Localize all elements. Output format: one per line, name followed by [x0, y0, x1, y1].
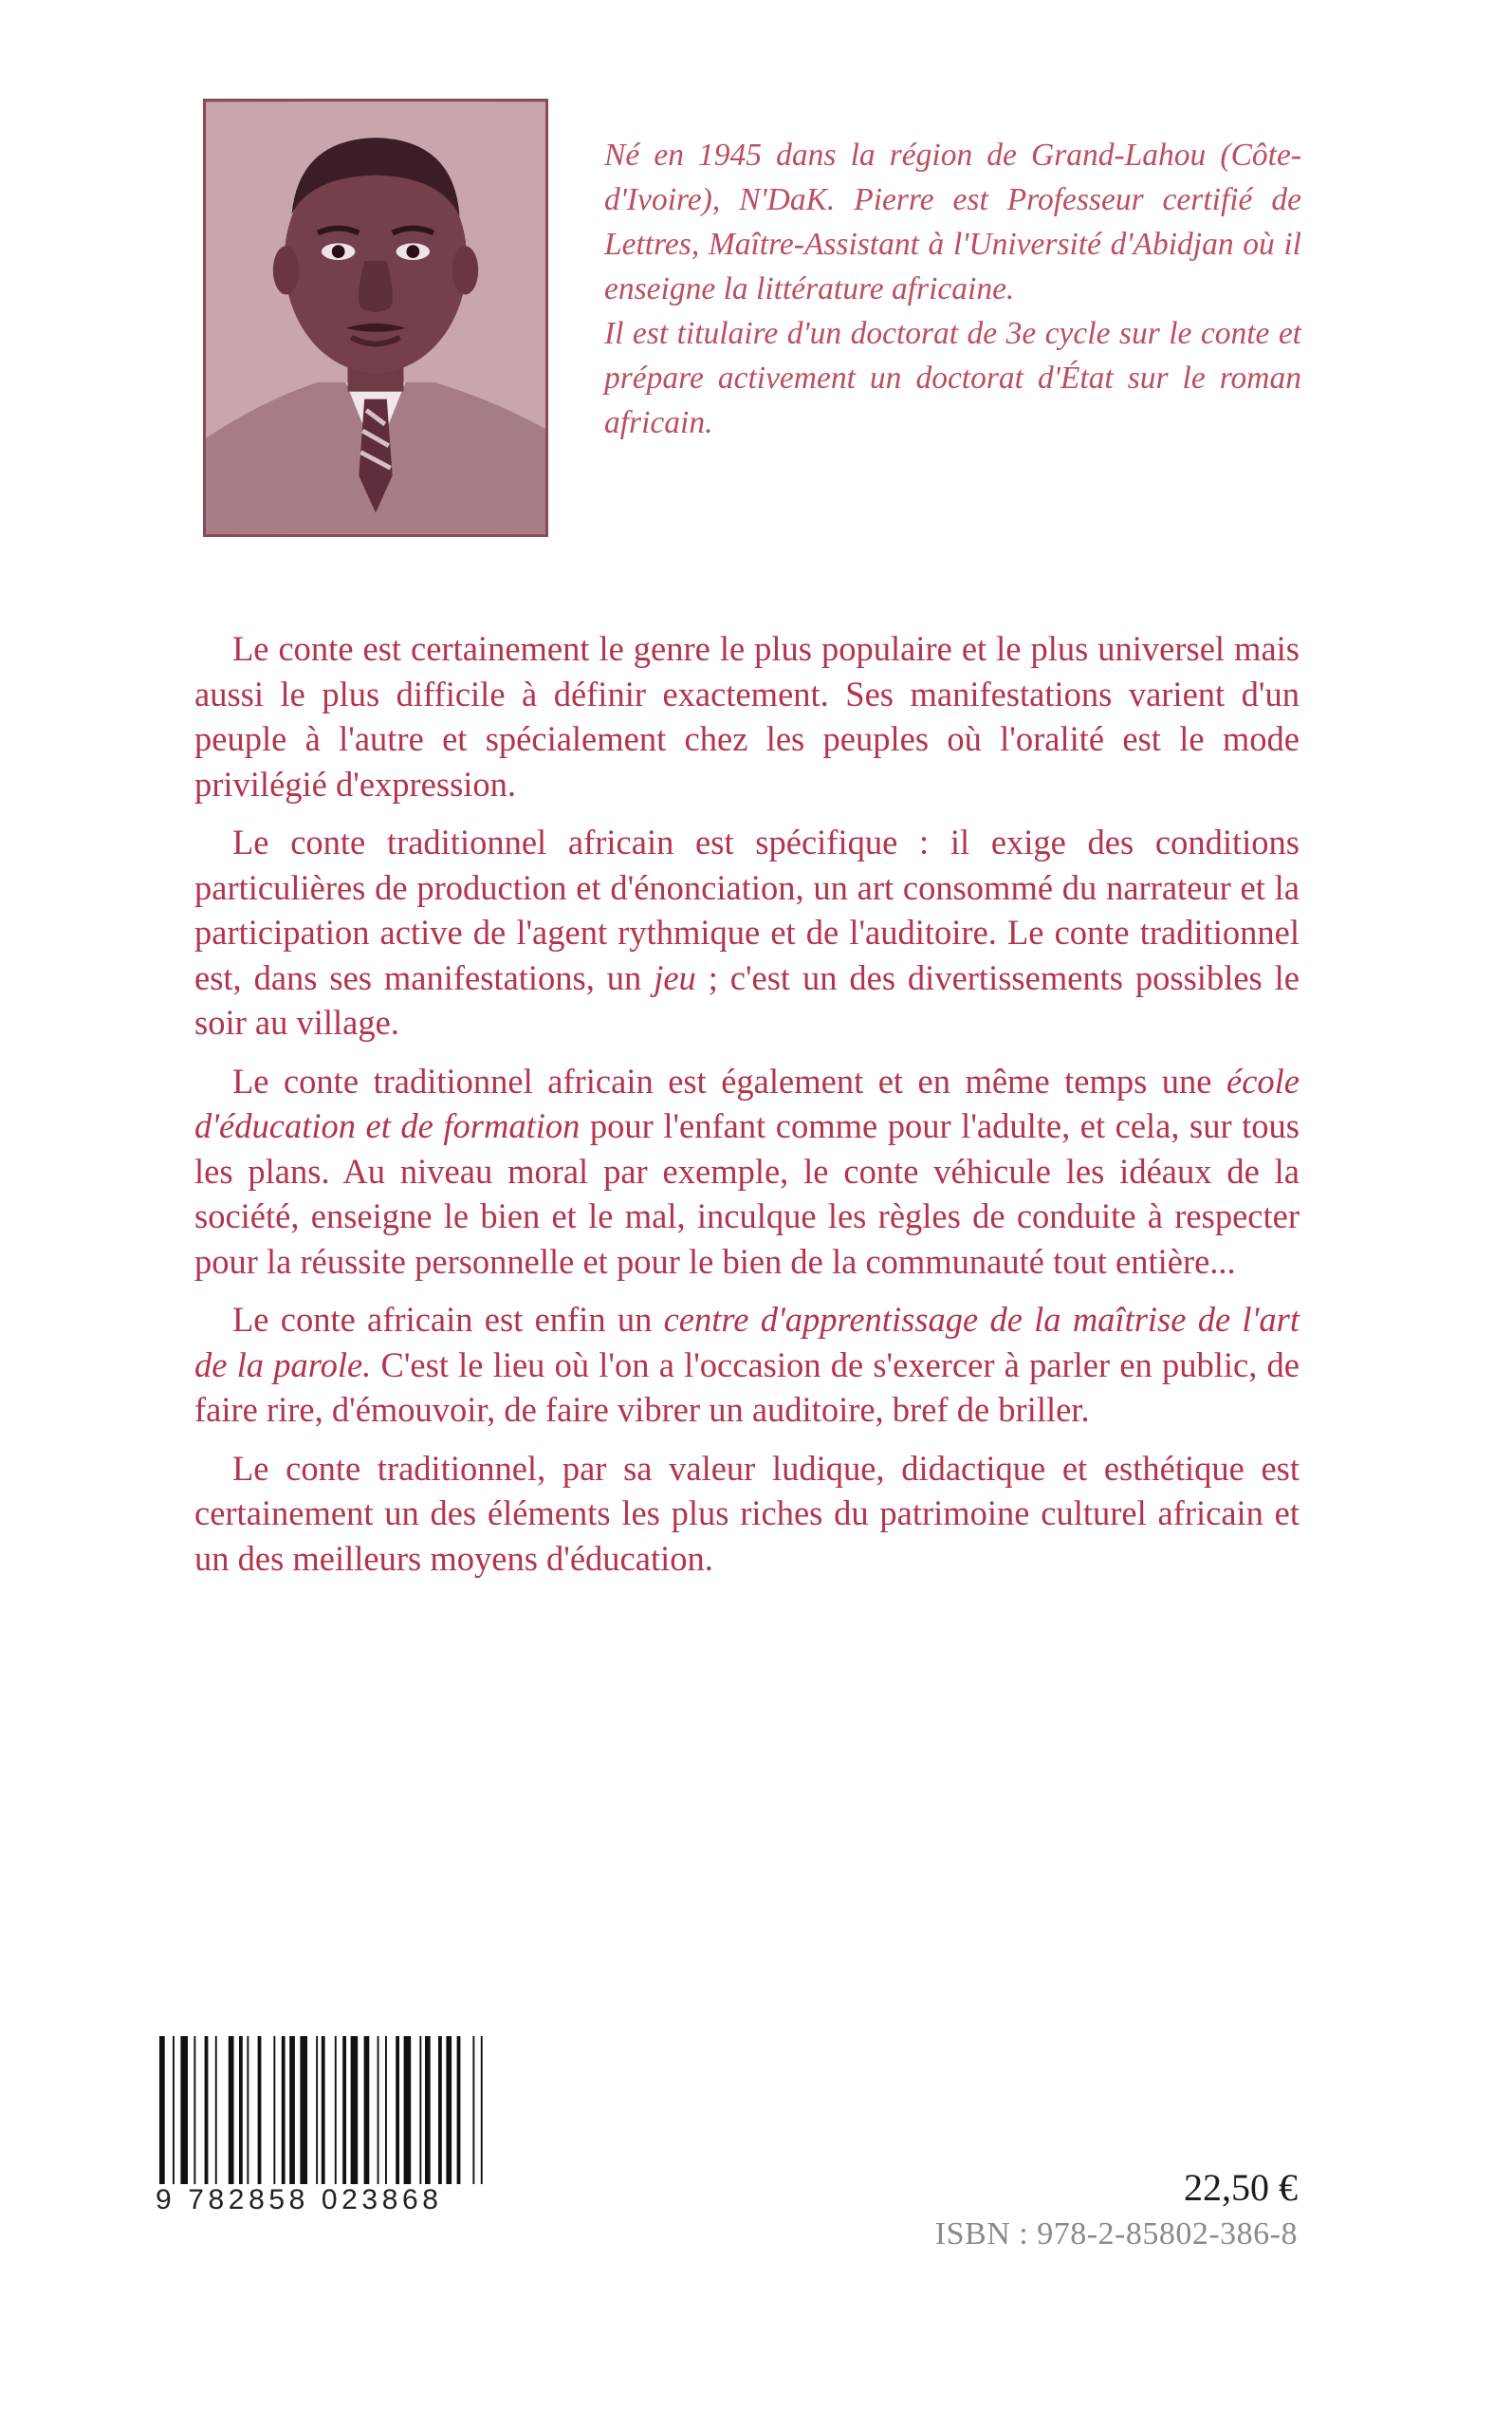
barcode-bar	[239, 2036, 243, 2188]
barcode-bar	[205, 2036, 209, 2188]
author-bio	[604, 133, 1301, 445]
barcode-bar	[316, 2036, 318, 2188]
body-paragraph-3: Le conte traditionnel africain est également et en même temps une école d'éducation et de formation pour l'enfant comme pour l'adulte, et cela, sur tous les plans. Au niveau moral par exemple, le conte véhicule les idéaux de la société, enseigne le bien et le mal, inculque les règles de conduite à respecter pour la réussite personnelle et pour le bien de la communauté tout entière...	[194, 1061, 1300, 1281]
body-paragraph-1: Le conte est certainement le genre le plus populaire et le plus universel mais aussi le plus difficile à définir exactement. Ses manifestations varient d'un peuple à l'autre et spécialement chez les peuples où l'oralité est le mode privilégié d'expression.	[194, 629, 1300, 804]
barcode-bar	[396, 2036, 399, 2188]
barcode-bar	[378, 2036, 379, 2188]
barcode-bar	[173, 2036, 175, 2188]
barcode-bar	[419, 2036, 421, 2188]
barcode-bar	[404, 2036, 412, 2188]
author-bio-paragraph-2: Il est titulaire d'un doctorat de 3e cycle sur le conte et prépare activement un doctorat d'État sur le roman africain.	[604, 316, 1301, 440]
barcode-bar	[258, 2036, 262, 2188]
barcode-bar	[481, 2036, 483, 2188]
barcode-bars	[156, 2036, 516, 2188]
barcode-bar	[247, 2036, 249, 2188]
barcode-bar	[322, 2036, 325, 2188]
isbn: ISBN : 978-2-85802-386-8	[934, 2216, 1298, 2251]
barcode-bar	[300, 2036, 307, 2188]
barcode-bar	[438, 2036, 442, 2188]
price: 22,50 €	[1184, 2166, 1298, 2209]
emphasis-jeu: jeu	[654, 957, 696, 997]
barcode	[156, 2036, 516, 2218]
barcode-bar	[425, 2036, 431, 2188]
barcode-bar	[457, 2036, 461, 2188]
author-bio-paragraph-1: Né en 1945 dans la région de Grand-Lahou (Côte-d'Ivoire), N'DaK. Pierre est Professeur certifié de Lettres, Maître-Assistant à l'Université d'Abidjan où il enseigne la littérature africaine.	[604, 138, 1301, 306]
barcode-bar	[342, 2036, 346, 2188]
body-paragraph-5: Le conte traditionnel, par sa valeur ludique, didactique et esthétique est certainement un des éléments les plus riches du patrimoine culturel africain et un des meilleurs moyens d'éducation.	[194, 1448, 1300, 1578]
barcode-bar	[385, 2036, 387, 2188]
barcode-bar	[282, 2036, 286, 2188]
barcode-bar	[180, 2036, 188, 2188]
author-photo	[203, 99, 548, 537]
emphasis-ecole: école d'éducation et de formation	[194, 1061, 1300, 1145]
author-portrait-illustration	[206, 102, 545, 534]
back-cover-text	[194, 626, 1300, 1594]
barcode-bar	[289, 2036, 295, 2188]
barcode-bar	[273, 2036, 275, 2188]
barcode-digits: 9 782858 023868	[156, 2184, 516, 2216]
barcode-bar	[159, 2036, 165, 2188]
body-paragraph-4: Le conte africain est enfin un centre d'apprentissage de la maîtrise de l'art de la parole. C'est le lieu où l'on a l'occasion de s'exercer à parler en public, de faire rire, d'émouvoir, de faire vibrer un auditoire, bref de briller.	[194, 1300, 1300, 1429]
emphasis-centre: centre d'apprentissage de la maîtrise de l'art de la parole.	[194, 1300, 1300, 1384]
barcode-bar	[194, 2036, 195, 2188]
barcode-bar	[364, 2036, 370, 2188]
barcode-bar	[229, 2036, 234, 2188]
barcode-bar	[215, 2036, 217, 2188]
barcode-bar	[446, 2036, 452, 2188]
barcode-bar	[335, 2036, 337, 2188]
barcode-bar	[472, 2036, 474, 2188]
barcode-bar	[351, 2036, 359, 2188]
body-paragraph-2: Le conte traditionnel africain est spécifique : il exige des conditions particulières de production et d'énonciation, un art consommé du narrateur et la participation active de l'agent rythmique et de l'auditoire. Le conte traditionnel est, dans ses manifestations, un jeu ; c'est un des divertissements possibles le soir au village.	[194, 823, 1300, 1042]
